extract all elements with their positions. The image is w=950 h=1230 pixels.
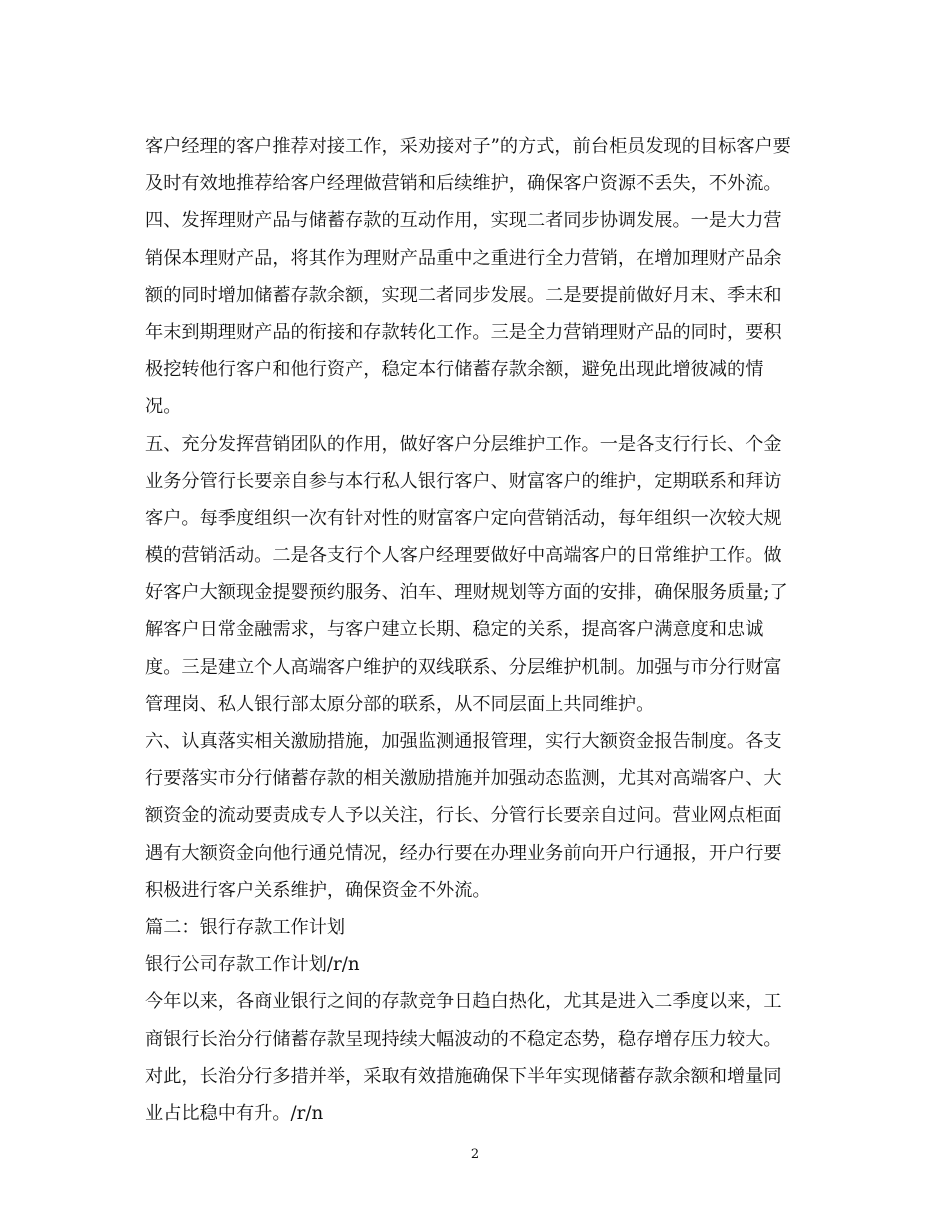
text-line: 况。: [145, 396, 182, 418]
text-line: 积极进行客户关系维护，确保资金不外流。: [145, 879, 491, 901]
page-number: 2: [470, 1147, 480, 1162]
section-heading: 篇二：银行存款工作计划: [145, 916, 346, 938]
text-line: 银行公司存款工作计划/r/n: [145, 954, 360, 976]
text-line: 五、充分发挥营销团队的作用，做好客户分层维护工作。一是各支行行长、个金: [145, 433, 782, 455]
text-line: 六、认真落实相关激励措施，加强监测通报管理，实行大额资金报告制度。各支: [145, 731, 782, 752]
text-line: 额的同时增加储蓄存款余额，实现二者同步发展。二是要提前做好月末、季末和: [145, 284, 782, 306]
text-line: 业务分管行长要亲自参与本行私人银行客户、财富客户的维护，定期联系和拜访: [145, 470, 782, 492]
text-line: 商银行长治分行储蓄存款呈现持续大幅波动的不稳定态势，稳存增存压力较大。: [145, 1028, 782, 1050]
text-line: 行要落实市分行储蓄存款的相关激励措施并加强动态监测，尤其对高端客户、大: [145, 768, 782, 790]
text-line: 额资金的流动要责成专人予以关注，行长、分管行长要亲自过问。营业网点柜面: [145, 805, 782, 827]
text-line: 遇有大额资金向他行通兑情况，经办行要在办理业务前向开户行通报，开户行要: [145, 842, 782, 864]
text-line: 及时有效地推荐给客户经理做营销和后续维护，确保客户资源不丢失，不外流。: [145, 173, 782, 195]
text-line: 管理岗、私人银行部太原分部的联系，从不同层面上共同维护。: [145, 693, 655, 715]
document-body: [145, 128, 810, 1132]
text-line: 四、发挥理财产品与储蓄存款的互动作用，实现二者同步协调发展。一是大力营: [145, 210, 782, 232]
text-line: 客户经理的客户推荐对接工作，采劝接对子”的方式，前台柜员发现的目标客户要: [145, 136, 791, 157]
text-line: 度。三是建立个人高端客户维护的双线联系、分层维护机制。加强与市分行财富: [145, 656, 782, 678]
text-line: 销保本理财产品，将其作为理财产品重中之重进行全力营销，在增加理财产品余: [145, 247, 782, 269]
text-line: 极挖转他行客户和他行资产，稳定本行储蓄存款余额，避免出现此增彼减的情: [145, 359, 764, 381]
text-line: 今年以来，各商业银行之间的存款竞争日趋白热化，尤其是进入二季度以来，工: [145, 991, 782, 1013]
text-line: 客户。每季度组织一次有针对性的财富客户定向营销活动，每年组织一次较大规: [145, 507, 782, 529]
text-line: 好客户大额现金提婴预约服务、泊车、理财规划等方面的安排，确保服务质量;了: [145, 582, 788, 604]
text-line: 年末到期理财产品的衔接和存款转化工作。三是全力营销理财产品的同时，要积: [145, 321, 782, 343]
text-line: 业占比稳中有升。/r/n: [145, 1102, 324, 1124]
text-line: 解客户日常金融需求，与客户建立长期、稳定的关系，提高客户满意度和忠诚: [145, 619, 764, 641]
text-line: 模的营销活动。二是各支行个人客户经理要做好中高端客户的日常维护工作。做: [145, 545, 782, 567]
text-line: 对此，长治分行多措并举，采取有效措施确保下半年实现储蓄存款余额和增量同: [145, 1065, 782, 1087]
